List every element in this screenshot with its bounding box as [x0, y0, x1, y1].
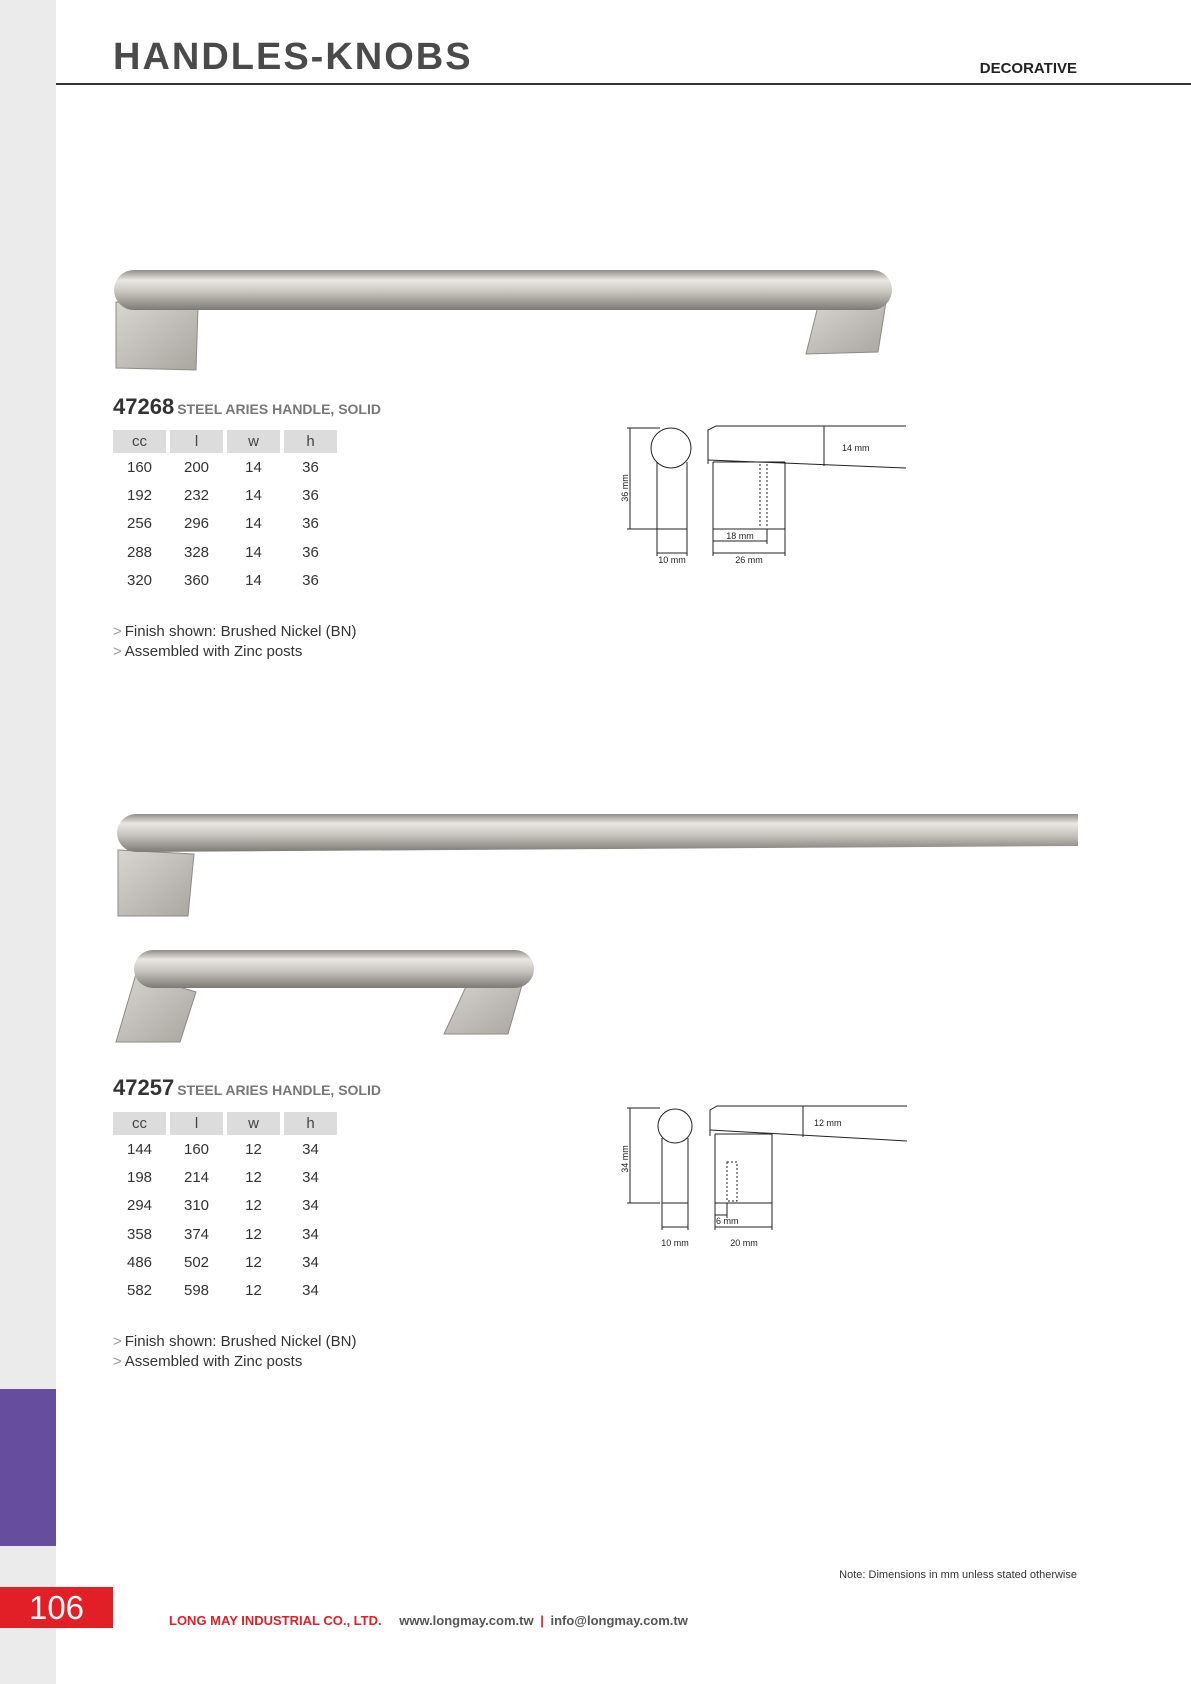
- table-row: [113, 1192, 337, 1220]
- note-line: [113, 622, 357, 642]
- header-rule: [56, 83, 1191, 85]
- cell: 14: [245, 543, 262, 561]
- table-row: [113, 1220, 337, 1248]
- bar-dimension: 10 mm: [658, 555, 686, 565]
- table-row: [113, 453, 337, 481]
- product-name: STEEL ARIES HANDLE, SOLID: [177, 401, 381, 417]
- product-notes: [113, 1332, 357, 1372]
- cell: 36: [302, 543, 319, 561]
- table-row: [113, 481, 337, 509]
- cell: 296: [183, 515, 210, 533]
- cell: 14: [245, 571, 262, 589]
- cell: 34: [302, 1197, 319, 1215]
- table-row: [113, 566, 337, 594]
- depth-dimension: 26 mm: [735, 555, 763, 565]
- cell: 12: [245, 1168, 262, 1186]
- post-dimension: 18 mm: [726, 531, 754, 541]
- product-code: 47268: [113, 394, 175, 419]
- height-dimension: 34 mm: [620, 1145, 630, 1173]
- cell: 310: [183, 1197, 210, 1215]
- column-header: h: [284, 430, 337, 453]
- post-dimension: 6 mm: [716, 1216, 739, 1226]
- note-text: Finish shown: Brushed Nickel (BN): [124, 623, 357, 640]
- page-title: HANDLES-KNOBS: [113, 36, 473, 78]
- cell: 36: [302, 515, 319, 533]
- handle-photo-47268: [112, 262, 902, 372]
- table-row: [113, 1135, 337, 1163]
- cell: 144: [126, 1140, 153, 1158]
- cell: 34: [302, 1225, 319, 1243]
- top-dimension: 14 mm: [842, 443, 870, 453]
- cell: 12: [245, 1140, 262, 1158]
- cell: 502: [183, 1253, 210, 1271]
- product-title: [113, 394, 381, 420]
- cell: 200: [183, 458, 210, 476]
- company-name: LONG MAY INDUSTRIAL CO., LTD.: [169, 1613, 382, 1628]
- cell: 320: [126, 571, 153, 589]
- product-name: STEEL ARIES HANDLE, SOLID: [177, 1082, 381, 1098]
- cell: 198: [126, 1168, 153, 1186]
- column-header: w: [227, 430, 280, 453]
- cell: 36: [302, 571, 319, 589]
- cell: 34: [302, 1282, 319, 1300]
- cell: 374: [183, 1225, 210, 1243]
- cell: 328: [183, 543, 210, 561]
- note-line: [113, 1332, 357, 1352]
- cell: 34: [302, 1168, 319, 1186]
- cell: 256: [126, 515, 153, 533]
- product-code: 47257: [113, 1075, 175, 1100]
- spec-table: [109, 430, 341, 594]
- cell: 294: [126, 1197, 153, 1215]
- page-footer: [169, 1613, 688, 1628]
- note-line: [113, 642, 357, 662]
- handle-photo-47257-short: [112, 948, 538, 1048]
- note-text: Assembled with Zinc posts: [124, 1353, 303, 1370]
- cell: 214: [183, 1168, 210, 1186]
- dimension-drawing-47257: [620, 1100, 920, 1250]
- cell: 14: [245, 458, 262, 476]
- table-row: [113, 1248, 337, 1276]
- cell: 598: [183, 1282, 210, 1300]
- product-notes: [113, 622, 357, 662]
- cell: 36: [302, 486, 319, 504]
- column-header: w: [227, 1112, 280, 1135]
- column-header: l: [170, 430, 223, 453]
- cell: 160: [126, 458, 153, 476]
- website-link[interactable]: www.longmay.com.tw: [399, 1613, 534, 1628]
- footer-separator: |: [540, 1613, 544, 1628]
- cell: 34: [302, 1140, 319, 1158]
- cell: 232: [183, 486, 210, 504]
- note-line: [113, 1352, 357, 1372]
- cell: 288: [126, 543, 153, 561]
- cell: 34: [302, 1253, 319, 1271]
- email-link[interactable]: info@longmay.com.tw: [550, 1613, 688, 1628]
- bar-dimension: 10 mm: [661, 1238, 689, 1248]
- table-row: [113, 510, 337, 538]
- column-header: l: [170, 1112, 223, 1135]
- category-label: DECORATIVE: [979, 60, 1077, 77]
- product-title: [113, 1075, 381, 1101]
- cell: 486: [126, 1253, 153, 1271]
- spec-table: [109, 1112, 341, 1305]
- note-text: Assembled with Zinc posts: [124, 643, 303, 660]
- column-header: cc: [113, 1112, 166, 1135]
- table-row: [113, 538, 337, 566]
- table-row: [113, 1163, 337, 1191]
- cell: 360: [183, 571, 210, 589]
- cell: 14: [245, 515, 262, 533]
- handle-photo-47257-long: [112, 810, 1078, 920]
- dimensions-footnote: Note: Dimensions in mm unless stated otherwise: [839, 1569, 1077, 1581]
- cell: 12: [245, 1197, 262, 1215]
- note-text: Finish shown: Brushed Nickel (BN): [124, 1333, 357, 1350]
- height-dimension: 36 mm: [620, 474, 630, 502]
- cell: 160: [183, 1140, 210, 1158]
- cell: 12: [245, 1282, 262, 1300]
- cell: 12: [245, 1253, 262, 1271]
- column-header: h: [284, 1112, 337, 1135]
- cell: 582: [126, 1282, 153, 1300]
- cell: 358: [126, 1225, 153, 1243]
- cell: 14: [245, 486, 262, 504]
- top-dimension: 12 mm: [814, 1118, 842, 1128]
- cell: 192: [126, 486, 153, 504]
- bullet-arrow: >: [113, 1353, 122, 1370]
- cell: 12: [245, 1225, 262, 1243]
- bullet-arrow: >: [113, 643, 122, 660]
- column-header: cc: [113, 430, 166, 453]
- bullet-arrow: >: [113, 1333, 122, 1350]
- cell: 36: [302, 458, 319, 476]
- table-row: [113, 1276, 337, 1304]
- page-number: 106: [0, 1587, 113, 1628]
- section-color-tab: [0, 1389, 56, 1546]
- depth-dimension: 20 mm: [730, 1238, 758, 1248]
- bullet-arrow: >: [113, 623, 122, 640]
- dimension-drawing-47268: [620, 420, 920, 570]
